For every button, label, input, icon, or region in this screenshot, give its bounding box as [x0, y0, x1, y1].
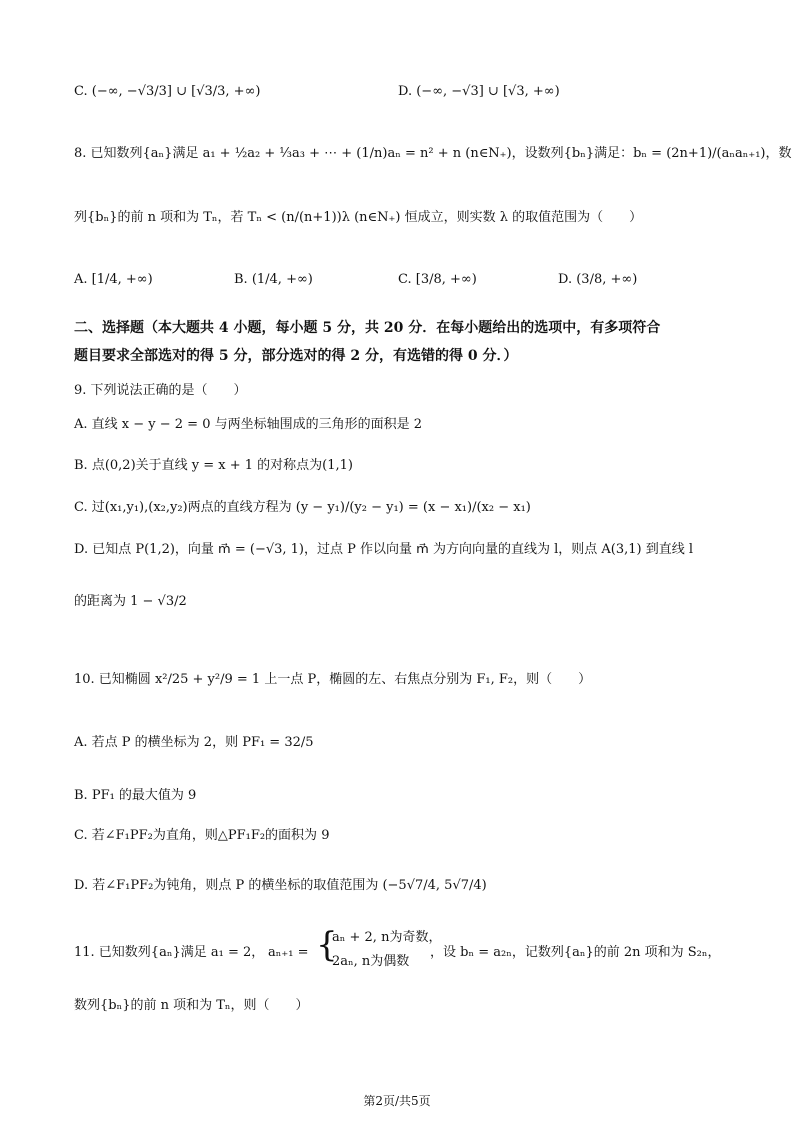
q8-option-d: D. (3/8, +∞)	[558, 272, 638, 287]
q11-case-odd: aₙ + 2, n为奇数，	[332, 930, 442, 945]
q9-option-d-line2: 的距离为 1 − √3/2	[74, 594, 187, 609]
q10-stem: 10. 已知椭圆 x²/25 + y²/9 = 1 上一点 P，椭圆的左、右焦点分别为 F₁, F₂，则（ ）	[74, 672, 592, 687]
q10-option-a: A. 若点 P 的横坐标为 2，则 PF₁ = 32/5	[74, 735, 314, 750]
q8-option-a: A. [1/4, +∞)	[74, 272, 153, 287]
q9-option-a: A. 直线 x − y − 2 = 0 与两坐标轴围成的三角形的面积是 2	[74, 417, 423, 432]
q11-recurrence-prefix: aₙ₊₁ =	[268, 945, 309, 960]
q10-option-d: D. 若∠F₁PF₂为钝角，则点 P 的横坐标的取值范围为 (−5√7/4, 5√7/4)	[74, 878, 487, 893]
q11-stem-part1: 11. 已知数列{aₙ}满足 a₁ = 2，	[74, 945, 265, 960]
q8-option-c: C. [3/8, +∞)	[398, 272, 477, 287]
section-2-header-line2: 题目要求全部选对的得 5 分，部分选对的得 2 分，有选错的得 0 分．）	[74, 348, 518, 364]
q10-option-b: B. PF₁ 的最大值为 9	[74, 788, 197, 803]
q7-option-c: C. (−∞, −√3/3] ∪ [√3/3, +∞)	[74, 84, 261, 99]
q11-piecewise-brace: {	[316, 925, 338, 965]
q11-stem-part2: ，设 bₙ = a₂ₙ，记数列{aₙ}的前 2n 项和为 S₂ₙ，	[430, 945, 721, 960]
q8-option-b: B. (1/4, +∞)	[234, 272, 313, 287]
q10-option-c: C. 若∠F₁PF₂为直角，则△PF₁F₂的面积为 9	[74, 828, 330, 843]
q7-option-d: D. (−∞, −√3] ∪ [√3, +∞)	[398, 84, 560, 99]
page-number: 第2页/共5页	[363, 1094, 431, 1108]
q9-option-c: C. 过(x₁,y₁),(x₂,y₂)两点的直线方程为 (y − y₁)/(y₂ − y₁) = (x − x₁)/(x₂ − x₁)	[74, 500, 531, 515]
q9-stem: 9. 下列说法正确的是（ ）	[74, 383, 247, 398]
q11-case-even: 2aₙ, n为偶数	[332, 954, 410, 969]
q11-stem-line2: 数列{bₙ}的前 n 项和为 Tₙ，则（ ）	[74, 998, 309, 1013]
q8-stem-line1: 8. 已知数列{aₙ}满足 a₁ + ½a₂ + ⅓a₃ + ⋯ + (1/n)aₙ = n² + n (n∈N₊)，设数列{bₙ}满足：bₙ = (2n+1)/(aₙaₙ₊₁)，数	[74, 146, 792, 161]
section-2-header-line1: 二、选择题（本大题共 4 小题，每小题 5 分，共 20 分．在每小题给出的选项中，有多项符合	[74, 320, 661, 336]
q8-stem-line2: 列{bₙ}的前 n 项和为 Tₙ，若 Tₙ < (n/(n+1))λ (n∈N₊) 恒成立，则实数 λ 的取值范围为（ ）	[74, 210, 643, 225]
q9-option-b: B. 点(0,2)关于直线 y = x + 1 的对称点为(1,1)	[74, 458, 353, 473]
q9-option-d-line1: D. 已知点 P(1,2)，向量 m⃗ = (−√3, 1)，过点 P 作以向量 m⃗ 为方向向量的直线为 l，则点 A(3,1) 到直线 l	[74, 542, 693, 557]
